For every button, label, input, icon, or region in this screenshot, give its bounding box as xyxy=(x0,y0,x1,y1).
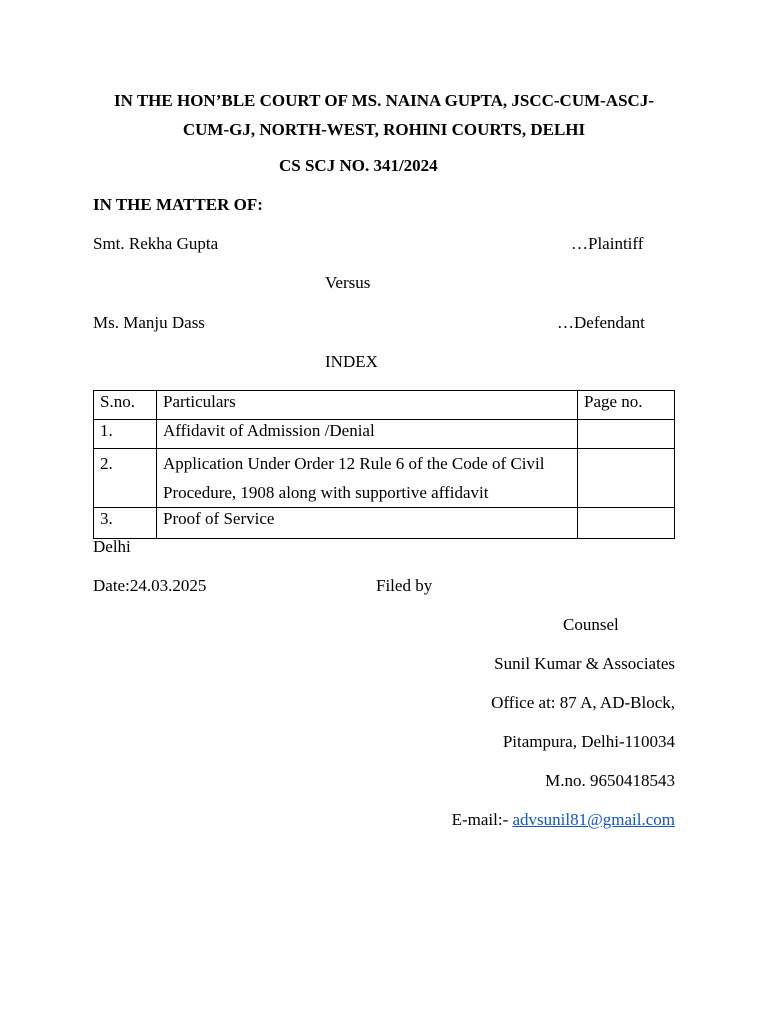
index-header-row xyxy=(94,391,675,420)
filing-date: Date:24.03.2025 xyxy=(93,576,207,595)
row-page xyxy=(578,508,675,539)
table-row xyxy=(94,449,675,508)
column-header-particulars: Particulars xyxy=(157,391,578,420)
filed-by-label: Filed by xyxy=(376,576,433,595)
row-sno: 2. xyxy=(94,449,157,508)
place-label: Delhi xyxy=(93,537,131,556)
index-table xyxy=(93,390,675,539)
row-page xyxy=(578,420,675,449)
matter-heading: IN THE MATTER OF: xyxy=(93,195,263,214)
firm-name: Sunil Kumar & Associates xyxy=(494,654,675,673)
email-label: E-mail:- xyxy=(451,810,513,829)
defendant-role: …Defendant xyxy=(557,313,645,332)
office-address-line-1: Office at: 87 A, AD-Block, xyxy=(491,693,675,712)
row-particulars: Application Under Order 12 Rule 6 of the Code of Civil Procedure, 1908 along with supportive affidavit xyxy=(157,449,578,508)
email-link[interactable]: advsunil81@gmail.com xyxy=(512,810,675,829)
office-address-line-2: Pitampura, Delhi-110034 xyxy=(502,732,675,751)
row-sno: 3. xyxy=(94,508,157,539)
row-sno: 1. xyxy=(94,420,157,449)
row-particulars: Proof of Service xyxy=(157,508,578,539)
mobile-number: M.no. 9650418543 xyxy=(545,771,675,790)
versus-label: Versus xyxy=(325,273,371,292)
table-row xyxy=(94,508,675,539)
court-title-line-1: IN THE HON’BLE COURT OF MS. NAINA GUPTA, JSCC-CUM-ASCJ- xyxy=(114,91,654,110)
plaintiff-role: …Plaintiff xyxy=(571,234,644,253)
row-page xyxy=(578,449,675,508)
plaintiff-name: Smt. Rekha Gupta xyxy=(93,234,219,253)
defendant-name: Ms. Manju Dass xyxy=(93,313,205,332)
court-title xyxy=(93,86,675,144)
counsel-label: Counsel xyxy=(563,615,619,634)
column-header-sno: S.no. xyxy=(94,391,157,420)
index-title: INDEX xyxy=(325,352,378,371)
court-title-line-2: CUM-GJ, NORTH-WEST, ROHINI COURTS, DELHI xyxy=(182,120,586,139)
email-line xyxy=(452,810,675,830)
row-particulars: Affidavit of Admission /Denial xyxy=(157,420,578,449)
column-header-page: Page no. xyxy=(578,391,675,420)
table-row xyxy=(94,420,675,449)
case-number: CS SCJ NO. 341/2024 xyxy=(279,156,438,175)
